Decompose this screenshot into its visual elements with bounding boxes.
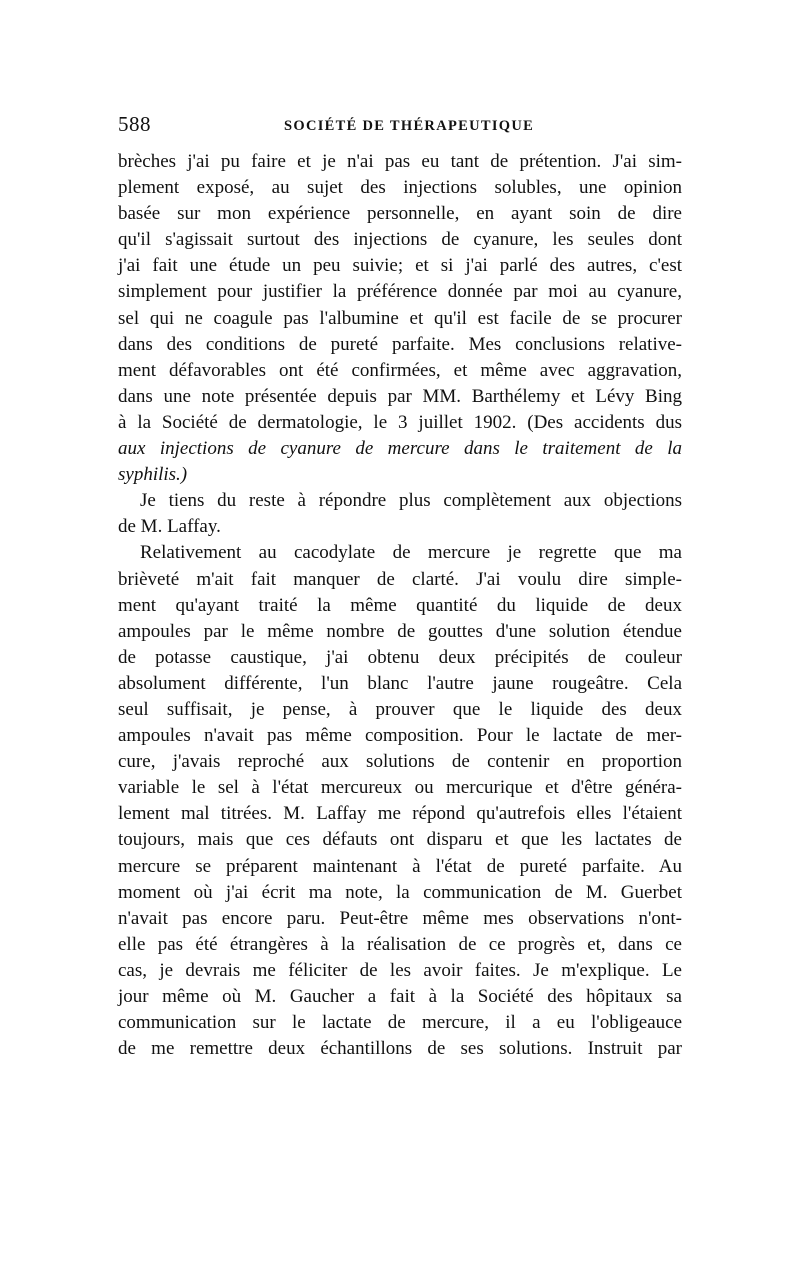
text-line: de potasse caustique, j'ai obtenu deux précipités de couleur [118, 646, 682, 668]
paragraph-3 [118, 540, 682, 1062]
text-line: de M. Laffay. [118, 516, 221, 538]
text-line: elle pas été étrangères à la réalisation de ce progrès et, dans ce [118, 933, 682, 955]
text-line: j'ai fait une étude un peu suivie; et si j'ai parlé des autres, c'est [118, 255, 682, 277]
text-line: brèches j'ai pu faire et je n'ai pas eu tant de prétention. J'ai sim- [118, 151, 682, 172]
text-line: à la Société de dermatologie, le 3 juillet 1902. (Des accidents dus [118, 411, 682, 433]
text-line: ampoules n'avait pas même composition. Pour le lactate de mer- [118, 725, 682, 747]
running-title: SOCIÉTÉ DE THÉRAPEUTIQUE [284, 118, 535, 134]
text-line: qu'il s'agissait surtout des injections de cyanure, les seules dont [118, 229, 682, 251]
text-line: Relativement au cacodylate de mercure je regrette que ma [140, 542, 682, 564]
text-line: ampoules par le même nombre de gouttes d'une solution étendue [118, 620, 682, 642]
paragraph-2 [118, 488, 682, 540]
text-line: ment défavorables ont été confirmées, et même avec aggravation, [118, 359, 682, 381]
text-line-italic: syphilis.) [118, 464, 188, 486]
text-line: dans une note présentée depuis par MM. Barthélemy et Lévy Bing [118, 385, 682, 407]
text-line: lement mal titrées. M. Laffay me répond qu'autrefois elles l'étaient [118, 803, 682, 825]
text-line: moment où j'ai écrit ma note, la communication de M. Guerbet [118, 881, 682, 903]
running-header [118, 112, 682, 142]
text-line: absolument différente, l'un blanc l'autre jaune rougeâtre. Cela [118, 672, 682, 694]
text-line: sel qui ne coagule pas l'albumine et qu'il est facile de se procurer [118, 307, 682, 329]
text-line: de me remettre deux échantillons de ses solutions. Instruit par [118, 1038, 682, 1060]
text-line-italic: aux injections de cyanure de mercure dans le traitement de la [118, 438, 682, 460]
text-line: ment qu'ayant traité la même quantité du liquide de deux [118, 594, 682, 616]
text-line: communication sur le lactate de mercure, il a eu l'obligeauce [118, 1012, 682, 1034]
text-line: cure, j'avais reproché aux solutions de contenir en proportion [118, 751, 682, 773]
text-line: basée sur mon expérience personnelle, en ayant soin de dire [118, 203, 682, 225]
body-text [118, 149, 682, 1062]
text-line: mercure se préparent maintenant à l'état de pureté parfaite. Au [118, 855, 682, 877]
text-line: plement exposé, au sujet des injections solubles, une opinion [118, 177, 682, 199]
text-line: variable le sel à l'état mercureux ou mercurique et d'être généra- [118, 777, 682, 799]
text-line: seul suffisait, je pense, à prouver que le liquide des deux [118, 698, 682, 720]
page-number: 588 [118, 112, 151, 136]
text-line: jour même où M. Gaucher a fait à la Société des hôpitaux sa [118, 986, 682, 1007]
paragraph-1 [118, 149, 682, 488]
text-line: n'avait pas encore paru. Peut-être même mes observations n'ont- [118, 907, 682, 929]
text-line: Je tiens du reste à répondre plus complètement aux objections [140, 490, 682, 512]
text-line: toujours, mais que ces défauts ont disparu et que les lactates de [118, 829, 682, 851]
text-line: brièveté m'ait fait manquer de clarté. J'ai voulu dire simple- [118, 568, 682, 590]
text-line: simplement pour justifier la préférence donnée par moi au cyanure, [118, 281, 682, 303]
text-line: dans des conditions de pureté parfaite. Mes conclusions relative- [118, 333, 682, 355]
text-line: cas, je devrais me féliciter de les avoir faites. Je m'explique. Le [118, 959, 682, 981]
